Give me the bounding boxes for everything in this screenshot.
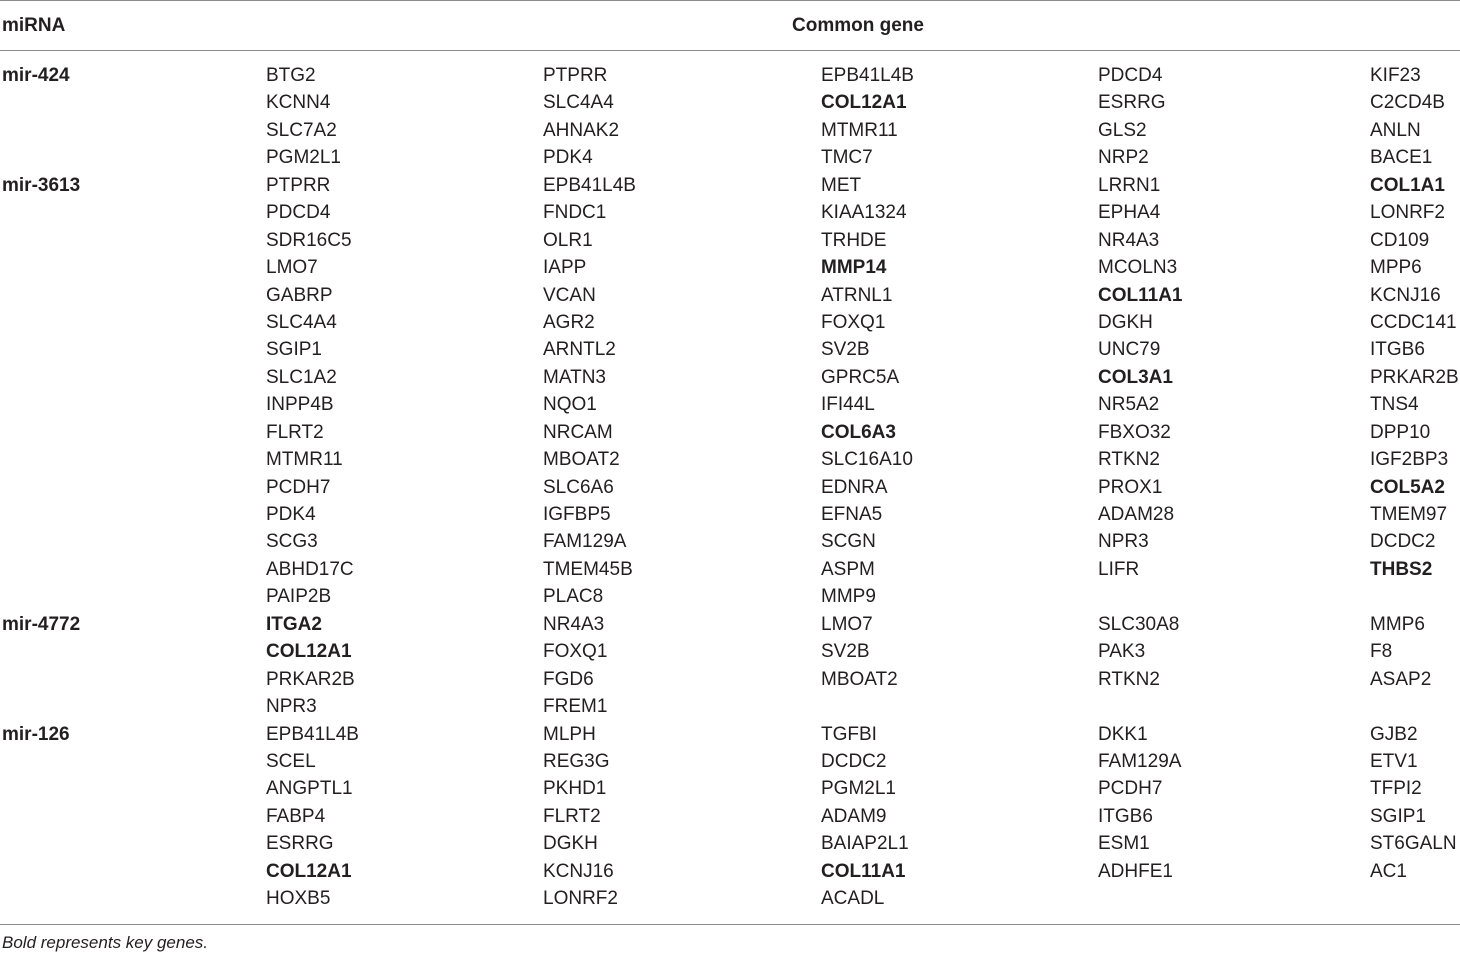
gene-cell: FAM129A — [543, 531, 627, 553]
key-gene-cell: COL1A1 — [1370, 174, 1445, 196]
gene-cell: SV2B — [821, 339, 870, 361]
table-row — [0, 556, 1460, 583]
table-row — [0, 501, 1460, 528]
gene-cell: ATRNL1 — [821, 284, 893, 306]
gene-cell: SDR16C5 — [266, 229, 352, 251]
gene-cell: ABHD17C — [266, 558, 354, 580]
gene-cell: TGFBI — [821, 723, 877, 745]
gene-cell: FOXQ1 — [543, 641, 608, 663]
gene-cell: PKHD1 — [543, 778, 607, 800]
gene-cell: IAPP — [543, 257, 587, 279]
gene-cell: MET — [821, 174, 862, 196]
gene-cell: IGF2BP3 — [1370, 449, 1449, 471]
table-row — [0, 199, 1460, 226]
gene-cell: IGFBP5 — [543, 504, 611, 525]
mirna-label: mir-424 — [2, 65, 70, 86]
gene-cell: SLC16A10 — [821, 449, 913, 471]
gene-cell: PRKAR2B — [1370, 366, 1459, 388]
column-header-common-gene: Common gene — [792, 15, 924, 36]
table-row — [0, 89, 1460, 116]
gene-cell: PDK4 — [543, 147, 593, 169]
column-header-mirna: miRNA — [2, 15, 66, 36]
gene-cell: ETV1 — [1370, 750, 1418, 772]
gene-cell: DGKH — [1098, 311, 1153, 333]
gene-cell: SGIP1 — [1370, 805, 1426, 827]
gene-cell: ANGPTL1 — [266, 778, 353, 800]
gene-cell: RTKN2 — [1098, 668, 1160, 690]
gene-cell: SLC6A6 — [543, 476, 614, 498]
key-gene-cell: COL11A1 — [821, 860, 906, 882]
key-gene-cell: COL5A2 — [1370, 476, 1445, 498]
table-bottom-rule — [0, 924, 1460, 925]
gene-cell: SLC7A2 — [266, 119, 337, 141]
gene-cell: TMEM97 — [1370, 504, 1448, 525]
mirna-label: mir-126 — [2, 723, 70, 745]
gene-cell: ESM1 — [1098, 833, 1150, 855]
gene-cell: FOXQ1 — [821, 311, 886, 333]
gene-cell: PAIP2B — [266, 586, 332, 608]
key-gene-cell: ITGA2 — [266, 613, 322, 635]
gene-cell: PGM2L1 — [266, 147, 341, 169]
gene-cell: DKK1 — [1098, 723, 1148, 745]
gene-cell: PTPRR — [266, 174, 331, 196]
key-gene-cell: MMP14 — [821, 257, 887, 279]
table-row — [0, 748, 1460, 775]
gene-cell: KCNJ16 — [543, 860, 614, 882]
table-row — [0, 336, 1460, 363]
gene-cell: EPB41L4B — [543, 174, 636, 196]
gene-cell: PAK3 — [1098, 641, 1146, 663]
gene-cell: ACADL — [821, 888, 885, 910]
gene-cell: DPP10 — [1370, 421, 1431, 443]
gene-cell: TMC7 — [821, 147, 873, 169]
gene-cell: ADAM9 — [821, 805, 887, 827]
gene-cell: ADHFE1 — [1098, 860, 1173, 882]
gene-cell: IFI44L — [821, 394, 875, 416]
gene-cell: BTG2 — [266, 65, 316, 86]
gene-cell: REG3G — [543, 750, 610, 772]
gene-cell: FAM129A — [1098, 750, 1182, 772]
gene-cell: OLR1 — [543, 229, 593, 251]
gene-cell: KIF23 — [1370, 65, 1421, 86]
gene-cell: ARNTL2 — [543, 339, 616, 361]
key-gene-cell: COL12A1 — [266, 641, 352, 663]
gene-cell: LONRF2 — [1370, 202, 1445, 224]
gene-cell: ST6GALN — [1370, 833, 1457, 855]
key-gene-cell: COL3A1 — [1098, 366, 1173, 388]
gene-cell: ITGB6 — [1098, 805, 1153, 827]
gene-cell: FLRT2 — [543, 805, 601, 827]
key-gene-cell: COL11A1 — [1098, 284, 1183, 306]
gene-cell: LMO7 — [266, 257, 318, 279]
gene-cell: MTMR11 — [266, 449, 343, 471]
table-row — [0, 858, 1460, 885]
table-row — [0, 528, 1460, 555]
gene-cell: MLPH — [543, 723, 596, 745]
gene-cell: AHNAK2 — [543, 119, 620, 141]
gene-cell: SCGN — [821, 531, 876, 553]
gene-cell: SCEL — [266, 750, 316, 772]
gene-cell: SCG3 — [266, 531, 318, 553]
gene-cell: ASAP2 — [1370, 668, 1432, 690]
table-row — [0, 721, 1460, 748]
table-row — [0, 227, 1460, 254]
gene-cell: MATN3 — [543, 366, 606, 388]
gene-cell: PLAC8 — [543, 586, 604, 608]
table-row — [0, 775, 1460, 802]
gene-cell: SLC30A8 — [1098, 613, 1180, 635]
table-body — [0, 62, 1460, 913]
table-row — [0, 309, 1460, 336]
table-row — [0, 611, 1460, 638]
table-footnote: Bold represents key genes. — [2, 933, 209, 952]
gene-cell: PCDH7 — [266, 476, 331, 498]
gene-cell: PCDH7 — [1098, 778, 1163, 800]
gene-cell: GJB2 — [1370, 723, 1418, 745]
gene-cell: PGM2L1 — [821, 778, 896, 800]
gene-cell: TMEM45B — [543, 558, 633, 580]
gene-cell: MPP6 — [1370, 257, 1422, 279]
gene-cell: AC1 — [1370, 860, 1407, 882]
gene-cell: LIFR — [1098, 558, 1140, 580]
table-row — [0, 830, 1460, 857]
table-row — [0, 254, 1460, 281]
gene-cell: MBOAT2 — [821, 668, 898, 690]
gene-cell: EPHA4 — [1098, 202, 1161, 224]
gene-cell: KIAA1324 — [821, 202, 907, 224]
gene-cell: SV2B — [821, 641, 870, 663]
table-row — [0, 803, 1460, 830]
table-row — [0, 364, 1460, 391]
gene-cell: NR4A3 — [543, 613, 605, 635]
gene-cell: PRKAR2B — [266, 668, 355, 690]
table-row — [0, 117, 1460, 144]
gene-cell: CD109 — [1370, 229, 1430, 251]
gene-cell: AGR2 — [543, 311, 595, 333]
gene-cell: ADAM28 — [1098, 504, 1175, 525]
gene-cell: GLS2 — [1098, 119, 1147, 141]
gene-cell: MBOAT2 — [543, 449, 620, 471]
mirna-label: mir-3613 — [2, 174, 81, 196]
gene-cell: FBXO32 — [1098, 421, 1171, 443]
table-row — [0, 172, 1460, 199]
gene-cell: INPP4B — [266, 394, 334, 416]
gene-cell: EDNRA — [821, 476, 888, 498]
table-row — [0, 693, 1460, 720]
gene-cell: LMO7 — [821, 613, 873, 635]
gene-cell: PDCD4 — [266, 202, 331, 224]
gene-cell: VCAN — [543, 284, 596, 306]
gene-cell: KCNJ16 — [1370, 284, 1441, 306]
gene-cell: FNDC1 — [543, 202, 607, 224]
gene-cell: EPB41L4B — [266, 723, 359, 745]
table-row — [0, 885, 1460, 912]
gene-cell: ANLN — [1370, 119, 1421, 141]
gene-cell: LRRN1 — [1098, 174, 1161, 196]
gene-cell: BAIAP2L1 — [821, 833, 909, 855]
gene-cell: KCNN4 — [266, 92, 331, 114]
gene-cell: TFPI2 — [1370, 778, 1422, 800]
mirna-label: mir-4772 — [2, 613, 81, 635]
gene-cell: PDCD4 — [1098, 65, 1163, 86]
gene-cell: GPRC5A — [821, 366, 900, 388]
gene-cell: MMP9 — [821, 586, 876, 608]
gene-cell: EPB41L4B — [821, 65, 914, 86]
gene-cell: NQO1 — [543, 394, 597, 416]
gene-cell: BACE1 — [1370, 147, 1433, 169]
gene-cell: TNS4 — [1370, 394, 1419, 416]
gene-cell: NR5A2 — [1098, 394, 1160, 416]
table-row — [0, 666, 1460, 693]
key-gene-cell: COL12A1 — [266, 860, 352, 882]
gene-cell: MTMR11 — [821, 119, 898, 141]
gene-cell: GABRP — [266, 284, 333, 306]
gene-cell: LONRF2 — [543, 888, 618, 910]
table-header-rule — [0, 50, 1460, 51]
gene-cell: DCDC2 — [1370, 531, 1436, 553]
table-top-rule — [0, 0, 1460, 1]
gene-cell: FREM1 — [543, 696, 608, 718]
gene-cell: DCDC2 — [821, 750, 887, 772]
gene-cell: NR4A3 — [1098, 229, 1160, 251]
gene-cell: NPR3 — [266, 696, 317, 718]
gene-cell: FABP4 — [266, 805, 326, 827]
gene-cell: NRCAM — [543, 421, 613, 443]
gene-cell: PROX1 — [1098, 476, 1163, 498]
gene-cell: NRP2 — [1098, 147, 1149, 169]
table-row — [0, 638, 1460, 665]
gene-cell: ESRRG — [1098, 92, 1166, 114]
gene-cell: SGIP1 — [266, 339, 322, 361]
gene-cell: RTKN2 — [1098, 449, 1160, 471]
gene-cell: TRHDE — [821, 229, 887, 251]
gene-cell: ASPM — [821, 558, 875, 580]
gene-cell: UNC79 — [1098, 339, 1161, 361]
gene-cell: FLRT2 — [266, 421, 324, 443]
gene-cell: SLC1A2 — [266, 366, 337, 388]
table-row — [0, 391, 1460, 418]
gene-cell: SLC4A4 — [266, 311, 337, 333]
table-row — [0, 144, 1460, 171]
gene-cell: ITGB6 — [1370, 339, 1425, 361]
table-row — [0, 474, 1460, 501]
gene-cell: CCDC141 — [1370, 311, 1457, 333]
table-row — [0, 419, 1460, 446]
gene-cell: EFNA5 — [821, 504, 883, 525]
gene-cell: MMP6 — [1370, 613, 1425, 635]
gene-cell: PTPRR — [543, 65, 608, 86]
gene-cell: ESRRG — [266, 833, 334, 855]
table-row — [0, 583, 1460, 610]
gene-cell: HOXB5 — [266, 888, 331, 910]
table-row — [0, 282, 1460, 309]
key-gene-cell: COL6A3 — [821, 421, 896, 443]
table-row — [0, 62, 1460, 89]
gene-cell: NPR3 — [1098, 531, 1149, 553]
gene-cell: MCOLN3 — [1098, 257, 1178, 279]
table-row — [0, 446, 1460, 473]
gene-cell: F8 — [1370, 641, 1393, 663]
key-gene-cell: THBS2 — [1370, 558, 1433, 580]
gene-cell: DGKH — [543, 833, 598, 855]
gene-cell: FGD6 — [543, 668, 594, 690]
key-gene-cell: COL12A1 — [821, 92, 907, 114]
gene-cell: SLC4A4 — [543, 92, 614, 114]
gene-cell: PDK4 — [266, 504, 316, 525]
gene-cell: C2CD4B — [1370, 92, 1445, 114]
